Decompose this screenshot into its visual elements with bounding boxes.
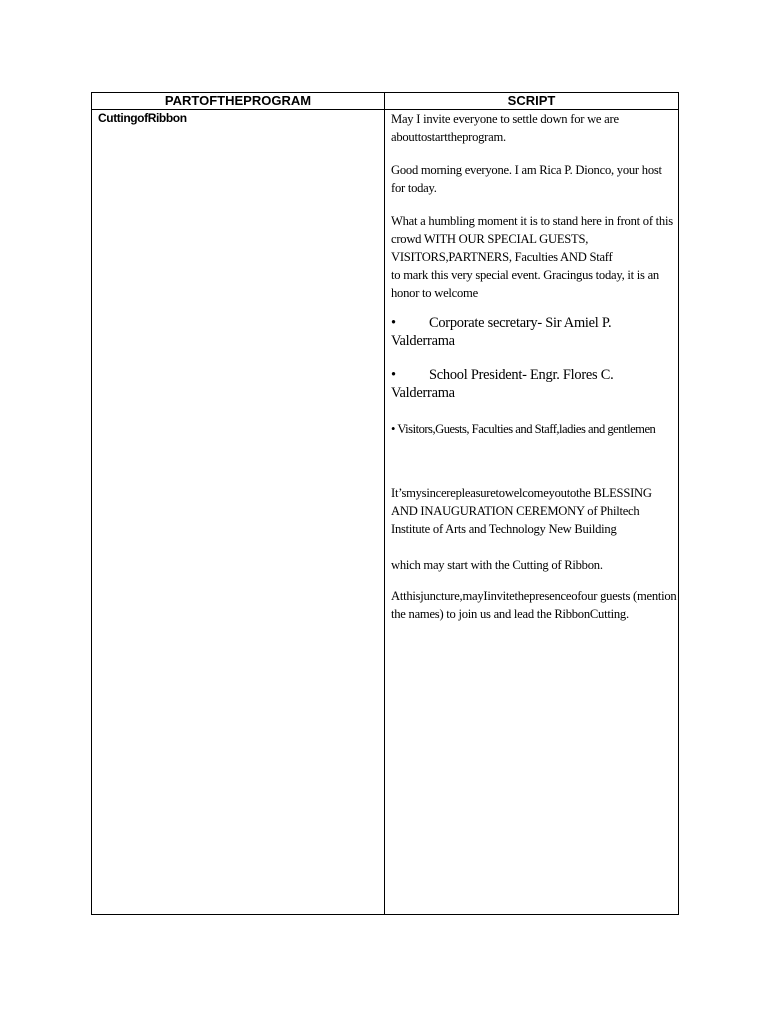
part-cell — [92, 110, 385, 915]
bullet-icon: • — [391, 367, 396, 383]
script-paragraph-greeting: Good morning everyone. I am Rica P. Dionco, your host for today. — [391, 163, 662, 195]
script-paragraph-humbling-a: What a humbling moment it is to stand here in front of this crowd WITH OUR SPECIAL GUESTS, VISITORS,PARTNERS, Faculties AND Staff — [391, 214, 673, 264]
bullet-text: School President- Engr. Flores C. Valderrama — [391, 367, 614, 401]
header-part-of-program: PARTOFTHEPROGRAM — [92, 93, 385, 110]
program-script-table — [91, 92, 679, 915]
script-paragraph-invite: May I invite everyone to settle down for we are abouttostarttheprogram. — [391, 112, 619, 144]
script-paragraph-welcome: It’smysincerepleasuretowelcomeyoutothe BLESSING AND INAUGURATION CEREMONY of Philtech Institute of Arts and Technology New Building — [391, 486, 652, 536]
bullet-text: Corporate secretary- Sir Amiel P. Valderrama — [391, 315, 612, 349]
script-paragraph-humbling — [391, 212, 678, 302]
part-label: CuttingofRibbon — [98, 111, 187, 125]
bullet-icon: • — [391, 315, 396, 331]
table-row — [92, 110, 679, 915]
bullet-item-visitors: • Visitors,Guests, Faculties and Staff,ladies and gentlemen — [391, 422, 656, 436]
script-paragraph-juncture: Atthisjuncture,mayIinvitethepresenceofour guests (mention the names) to join us and lead the RibbonCutting. — [391, 589, 677, 621]
table-header-row — [92, 93, 679, 110]
script-paragraph-humbling-b: to mark this very special event. Gracingus today, it is an honor to welcome — [391, 268, 659, 300]
script-paragraph-ribbon-start: which may start with the Cutting of Ribbon. — [391, 558, 603, 572]
script-text — [385, 110, 678, 623]
bullet-item-school-president — [391, 366, 678, 402]
bullet-item-corporate-secretary — [391, 314, 678, 350]
script-cell — [385, 110, 679, 915]
header-script: SCRIPT — [385, 93, 679, 110]
